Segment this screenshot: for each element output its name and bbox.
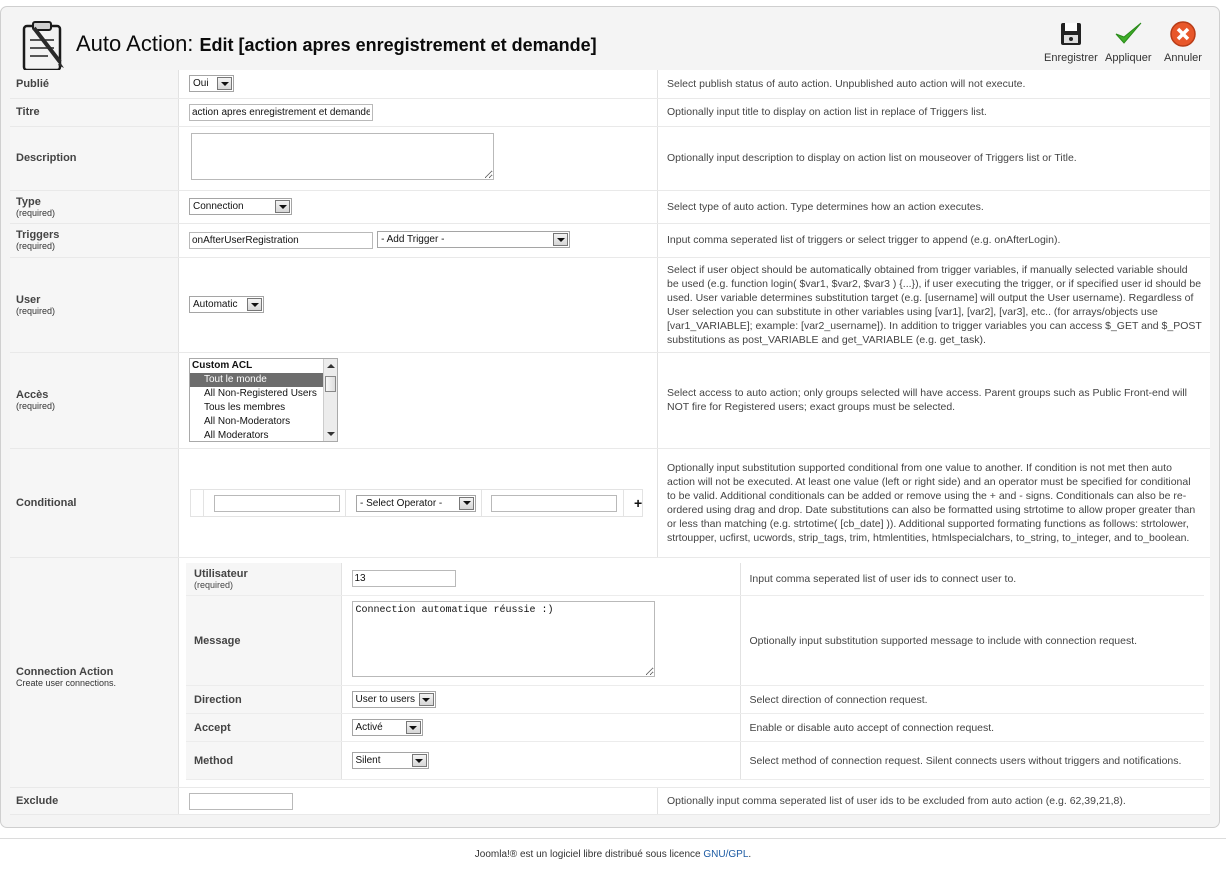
description-label: Description <box>16 152 77 164</box>
check-icon <box>1113 19 1143 49</box>
chevron-down-icon <box>412 754 427 767</box>
triggers-label: Triggers <box>16 229 60 241</box>
conn-direction-desc: Select direction of connection request. <box>749 693 928 706</box>
published-value: Oui <box>193 78 209 90</box>
operator-value: - Select Operator - <box>360 497 443 509</box>
row-conn-method <box>186 742 1204 780</box>
conn-message-label: Message <box>194 634 241 647</box>
conn-direction-label: Direction <box>194 693 242 706</box>
row-type <box>10 190 1210 223</box>
connection-subform <box>186 563 1204 781</box>
access-required: (required) <box>16 401 56 411</box>
footer-end: . <box>748 849 752 860</box>
conn-message-desc: Optionally input substitution supported message to include with connection request. <box>749 634 1138 647</box>
footer <box>0 838 1226 860</box>
access-option[interactable]: Tout le monde <box>190 373 337 387</box>
accept-select[interactable] <box>352 719 423 736</box>
user-label: User <box>16 293 41 306</box>
conn-method-label: Method <box>194 754 234 767</box>
conn-user-desc: Input comma seperated list of user ids to connect user to. <box>749 572 1017 585</box>
connection-label: Connection Action <box>16 666 114 678</box>
exclude-label: Exclude <box>16 795 59 807</box>
access-desc: Select access to auto action; only groups selected will have access. Parent groups such as Public Front-end will NOT fire for Registered users; exact groups must be selected. <box>667 387 1188 413</box>
conn-accept-desc: Enable or disable auto accept of connection request. <box>749 721 995 734</box>
apply-button-label: Appliquer <box>1105 52 1152 64</box>
method-select[interactable] <box>352 752 429 769</box>
access-option[interactable]: All Moderators <box>204 430 269 441</box>
save-button-label: Enregistrer <box>1044 52 1098 64</box>
add-trigger-select[interactable] <box>377 231 570 248</box>
access-group-label: Custom ACL <box>192 360 253 371</box>
row-connection-action <box>10 557 1210 788</box>
row-exclude <box>10 788 1210 815</box>
type-desc: Select type of auto action. Type determines how an action executes. <box>667 200 984 213</box>
accept-value: Activé <box>355 722 383 733</box>
row-conn-direction <box>186 686 1204 714</box>
access-option[interactable]: Tous les membres <box>204 402 286 413</box>
conditional-left-input[interactable] <box>214 495 340 512</box>
add-conditional-button[interactable]: + <box>634 494 643 511</box>
edit-form <box>10 70 1210 815</box>
title-desc: Optionally input title to display on action list in replace of Triggers list. <box>667 106 987 118</box>
cancel-button[interactable] <box>1164 19 1202 64</box>
connection-note: Create user connections. <box>16 678 117 688</box>
direction-value: User to users <box>355 694 415 705</box>
title-label: Titre <box>16 106 40 118</box>
row-description <box>10 126 1210 190</box>
add-trigger-value: - Add Trigger - <box>381 234 445 246</box>
scroll-thumb[interactable] <box>325 376 336 392</box>
cancel-button-label: Annuler <box>1164 52 1202 64</box>
user-select[interactable] <box>189 296 264 313</box>
exclude-desc: Optionally input comma seperated list of user ids to be excluded from auto action (e.g. 62,39,21,8). <box>667 795 1126 807</box>
page-title-sub: Edit [action apres enregistrement et demande] <box>199 35 597 55</box>
type-select[interactable] <box>189 198 292 215</box>
conn-user-label: Utilisateur <box>194 567 248 580</box>
edit-panel <box>0 6 1220 828</box>
chevron-down-icon <box>275 200 290 213</box>
exclude-input[interactable] <box>189 793 293 810</box>
triggers-input[interactable] <box>189 232 373 249</box>
conditional-label: Conditional <box>16 496 77 509</box>
chevron-down-icon <box>419 693 434 706</box>
row-conn-accept <box>186 714 1204 742</box>
row-conditional <box>10 448 1210 557</box>
user-desc: Select if user object should be automatically obtained from trigger variables, if manually selected variable should be used (e.g. function login( $var1, $var2, $var3 ) {...}), if user executing the trigger, or if specified user id should be used. User variable determines substitution target (e.g. [username] will output the User username). Regardless of User selection you can substitute in other variables using [var1], [var2], [var3], etc.. (for arrays/objects use [var1_VARIABLE]; example: [var2_username]). In addition to trigger variables you can access $_GET and $_POST substitutions as post_VARIABLE and get_VARIABLE (e.g. get_task). <box>667 263 1202 346</box>
type-label: Type <box>16 195 41 208</box>
chevron-down-icon <box>406 721 421 734</box>
user-required: (required) <box>16 305 56 316</box>
conn-accept-label: Accept <box>194 721 231 734</box>
type-required: (required) <box>16 207 56 218</box>
operator-select[interactable] <box>356 495 476 512</box>
chevron-down-icon <box>247 298 262 311</box>
access-scrollbar[interactable] <box>323 359 337 441</box>
method-value: Silent <box>355 755 381 766</box>
conn-user-required: (required) <box>194 579 234 590</box>
description-desc: Optionally input description to display on action list on mouseover of Triggers list or Title. <box>667 152 1077 164</box>
published-select[interactable] <box>189 75 234 92</box>
scroll-up-icon <box>327 364 335 368</box>
chevron-down-icon <box>217 77 232 90</box>
conn-method-desc: Select method of connection request. Silent connects users without triggers and notifications. <box>749 754 1182 767</box>
floppy-icon <box>1056 19 1086 49</box>
access-label: Accès <box>16 389 49 401</box>
row-access <box>10 352 1210 448</box>
description-textarea[interactable] <box>191 133 494 180</box>
toolbar <box>1 7 1219 71</box>
footer-text: Joomla!® est un logiciel libre distribué sous licence <box>474 849 704 860</box>
triggers-desc: Input comma seperated list of triggers or select trigger to append (e.g. onAfterLogin). <box>667 234 1061 246</box>
edit-clipboard-icon <box>20 18 68 72</box>
apply-button[interactable] <box>1105 19 1151 64</box>
page-title-main: Auto Action: <box>76 31 194 56</box>
user-value: Automatic <box>193 299 238 310</box>
published-desc: Select publish status of auto action. Unpublished auto action will not execute. <box>667 77 1026 90</box>
type-value: Connection <box>193 201 244 212</box>
row-conn-message <box>186 596 1204 686</box>
triggers-required: (required) <box>16 241 56 251</box>
conn-user-input[interactable] <box>352 570 456 587</box>
access-option[interactable]: All Non-Registered Users <box>204 388 317 399</box>
cancel-circle-icon <box>1168 19 1198 49</box>
row-triggers <box>10 223 1210 257</box>
direction-select[interactable] <box>352 691 436 708</box>
conditional-right-input[interactable] <box>491 495 617 512</box>
save-button[interactable] <box>1044 19 1098 64</box>
row-conn-user <box>186 563 1204 596</box>
page-title <box>76 31 597 57</box>
conditional-desc: Optionally input substitution supported conditional from one value to another. If condition is not met then auto action will not be executed. At least one value (left or right side) and an operator must be specified for conditional to be valid. Additional conditionals can be added or remove using the + and - signs. Conditionals can also be re-ordered using drag and drop. Date substitutions can also be formatted using strtotime to allow proper greater than or less than matching (e.g. strtotime( [cb_date] )). Additional supported formating functions as follows: strtolower, strtoupper, ucfirst, ucwords, strip_tags, trim, htmlentities, htmlspecialchars, to_string, to_integer, and to_boolean. <box>667 461 1196 544</box>
license-link[interactable]: GNU/GPL <box>703 849 749 860</box>
conditional-row <box>190 489 643 517</box>
row-user <box>10 257 1210 352</box>
row-published <box>10 70 1210 98</box>
conn-message-textarea[interactable] <box>352 601 655 677</box>
title-input[interactable] <box>189 104 373 121</box>
scroll-down-icon <box>327 432 335 436</box>
chevron-down-icon <box>459 497 474 510</box>
access-listbox[interactable] <box>189 358 338 442</box>
chevron-down-icon <box>553 233 568 246</box>
published-label: Publié <box>16 77 50 90</box>
access-option[interactable]: All Non-Moderators <box>204 416 291 427</box>
row-title <box>10 98 1210 126</box>
